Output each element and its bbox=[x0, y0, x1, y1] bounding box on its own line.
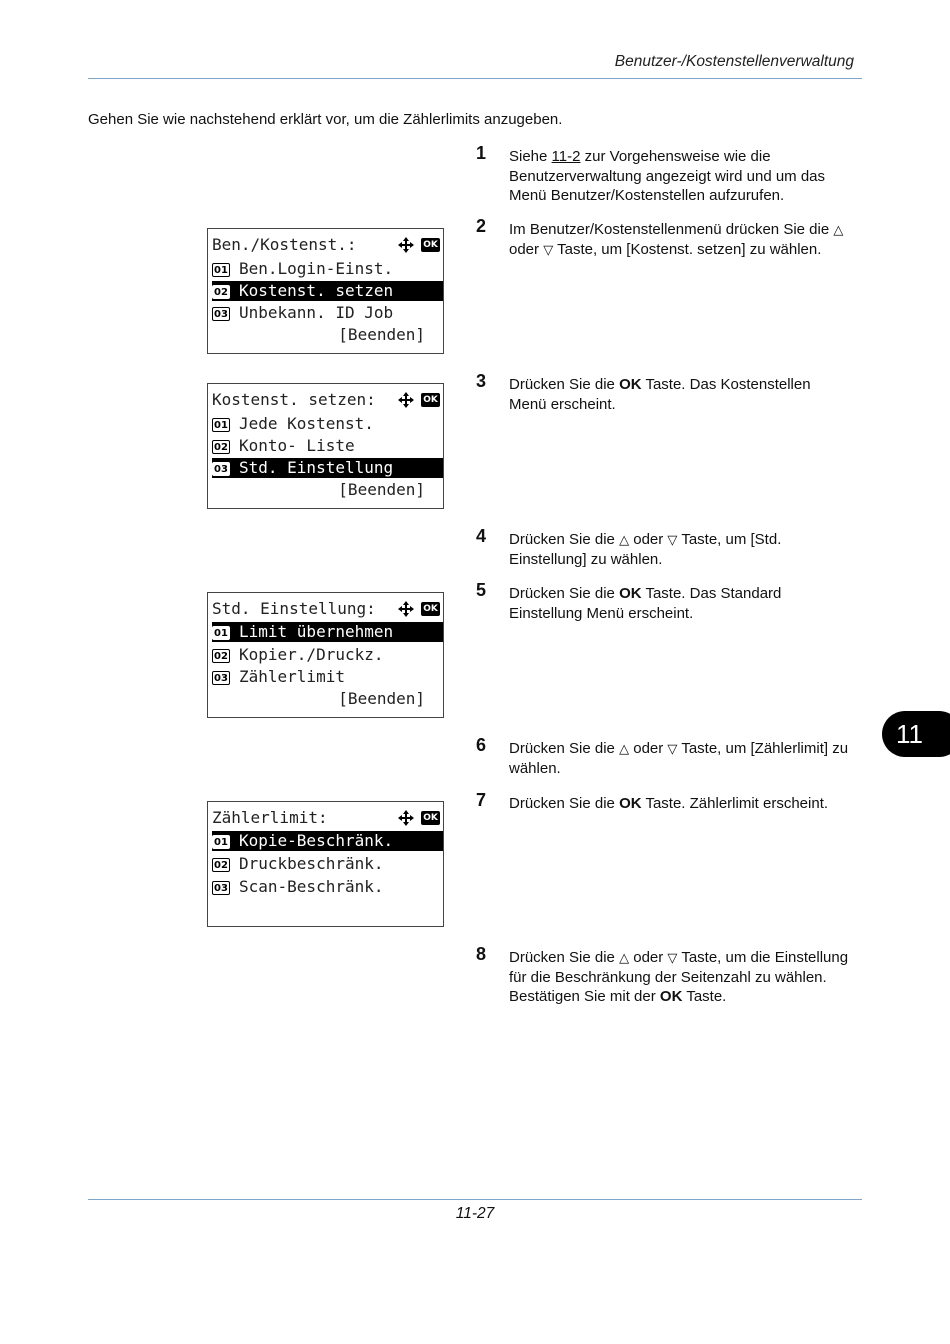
four-way-arrow-icon bbox=[397, 600, 415, 618]
page-number: 11-27 bbox=[455, 1205, 495, 1222]
step-number: 4 bbox=[476, 526, 487, 546]
item-number-badge: 03 bbox=[212, 881, 230, 895]
menu-item[interactable]: 02 Konto- Liste bbox=[212, 436, 355, 456]
item-number-badge: 03 bbox=[212, 307, 230, 321]
menu-item-selected[interactable]: 03 Std. Einstellung bbox=[212, 458, 443, 478]
menu-item-selected[interactable]: 01 Limit übernehmen bbox=[212, 622, 443, 642]
menu-item[interactable]: 02 Kopier./Druckz. bbox=[212, 645, 384, 665]
step-number: 8 bbox=[476, 944, 487, 964]
panel-title: Zählerlimit: bbox=[212, 808, 328, 827]
item-number-badge: 02 bbox=[212, 285, 230, 299]
step-text: Siehe 11-2 zur Vorgehensweise wie die Benutzerverwaltung angezeigt wird und um das Menü Benutzer/Kostenstellen aufzurufen. bbox=[509, 148, 826, 205]
step-number: 1 bbox=[476, 143, 487, 163]
ok-key-icon: OK bbox=[421, 602, 440, 616]
item-number-badge: 02 bbox=[212, 649, 230, 663]
menu-item[interactable]: 03 Unbekann. ID Job bbox=[212, 303, 393, 323]
up-arrow-icon: △ bbox=[619, 741, 630, 756]
step-number: 7 bbox=[476, 790, 487, 810]
up-arrow-icon: △ bbox=[833, 222, 844, 237]
down-arrow-icon: ▽ bbox=[667, 950, 678, 965]
intro-text: Gehen Sie wie nachstehend erklärt vor, um die Zählerlimits anzugeben. bbox=[88, 111, 563, 128]
step-text: Drücken Sie die △ oder ▽ Taste, um die Einstellung für die Beschränkung der Seitenzahl zu wählen. Bestätigen Sie mit der OK Taste. bbox=[509, 949, 849, 1006]
item-number-badge: 02 bbox=[212, 440, 230, 454]
menu-item-selected[interactable]: 01 Kopie-Beschränk. bbox=[212, 831, 443, 851]
header-rule bbox=[88, 78, 862, 79]
lcd-panel-kostenst-setzen bbox=[207, 383, 444, 509]
up-arrow-icon: △ bbox=[619, 532, 630, 547]
ok-key-icon: OK bbox=[421, 393, 440, 407]
menu-item[interactable]: 01 Ben.Login-Einst. bbox=[212, 259, 393, 279]
step-text: Drücken Sie die △ oder ▽ Taste, um [Std. Einstellung] zu wählen. bbox=[509, 531, 782, 568]
step-number: 6 bbox=[476, 735, 487, 755]
ok-key-label: OK bbox=[659, 988, 683, 1006]
panel-title: Ben./Kostenst.: bbox=[212, 235, 357, 254]
lcd-panel-zaehlerlimit bbox=[207, 801, 444, 927]
exit-softkey[interactable]: [Beenden] bbox=[338, 325, 425, 344]
four-way-arrow-icon bbox=[397, 236, 415, 254]
lcd-panel-kostenstellen-menu bbox=[207, 228, 444, 354]
exit-softkey[interactable]: [Beenden] bbox=[338, 480, 425, 499]
item-number-badge: 01 bbox=[212, 626, 230, 640]
step-number: 5 bbox=[476, 580, 487, 600]
ok-key-icon: OK bbox=[421, 238, 440, 252]
step-text: Drücken Sie die OK Taste. Das Standard Einstellung Menü erscheint. bbox=[509, 585, 782, 622]
item-number-badge: 01 bbox=[212, 263, 230, 277]
panel-title: Std. Einstellung: bbox=[212, 599, 376, 618]
step-text: Drücken Sie die △ oder ▽ Taste, um [Zählerlimit] zu wählen. bbox=[509, 740, 849, 777]
footer-rule bbox=[88, 1199, 862, 1200]
down-arrow-icon: ▽ bbox=[543, 241, 554, 257]
item-number-badge: 01 bbox=[212, 418, 230, 432]
down-arrow-icon: ▽ bbox=[667, 532, 678, 547]
running-header: Benutzer-/Kostenstellenverwaltung bbox=[614, 53, 854, 70]
ok-key-icon: OK bbox=[421, 811, 440, 825]
four-way-arrow-icon bbox=[397, 809, 415, 827]
item-number-badge: 01 bbox=[212, 835, 230, 849]
step-text: Drücken Sie die OK Taste. Zählerlimit erscheint. bbox=[509, 795, 829, 812]
item-number-badge: 03 bbox=[212, 462, 230, 476]
ok-key-label: OK bbox=[619, 376, 642, 393]
menu-item[interactable]: 02 Druckbeschränk. bbox=[212, 854, 384, 874]
item-number-badge: 03 bbox=[212, 671, 230, 685]
step-text: Im Benutzer/Kostenstellenmenü drücken Sie die △ oder ▽ Taste, um [Kostenst. setzen] zu wählen. bbox=[509, 221, 844, 258]
menu-item[interactable]: 01 Jede Kostenst. bbox=[212, 414, 374, 434]
menu-item[interactable]: 03 Zählerlimit bbox=[212, 667, 345, 687]
chapter-tab: 11 bbox=[882, 711, 950, 757]
step-number: 2 bbox=[476, 216, 487, 236]
item-number-badge: 02 bbox=[212, 858, 230, 872]
up-arrow-icon: △ bbox=[619, 950, 630, 965]
menu-item-selected[interactable]: 02 Kostenst. setzen bbox=[212, 281, 443, 301]
ok-key-label: OK bbox=[619, 585, 642, 602]
lcd-panel-std-einstellung bbox=[207, 592, 444, 718]
page-link[interactable]: 11-2 bbox=[551, 148, 581, 165]
four-way-arrow-icon bbox=[397, 391, 415, 409]
menu-item[interactable]: 03 Scan-Beschränk. bbox=[212, 877, 384, 897]
step-text: Drücken Sie die OK Taste. Das Kostenstellen Menü erscheint. bbox=[509, 376, 811, 413]
down-arrow-icon: ▽ bbox=[667, 741, 678, 756]
panel-title: Kostenst. setzen: bbox=[212, 390, 376, 409]
exit-softkey[interactable]: [Beenden] bbox=[338, 689, 425, 708]
ok-key-label: OK bbox=[619, 795, 642, 812]
step-number: 3 bbox=[476, 371, 487, 391]
